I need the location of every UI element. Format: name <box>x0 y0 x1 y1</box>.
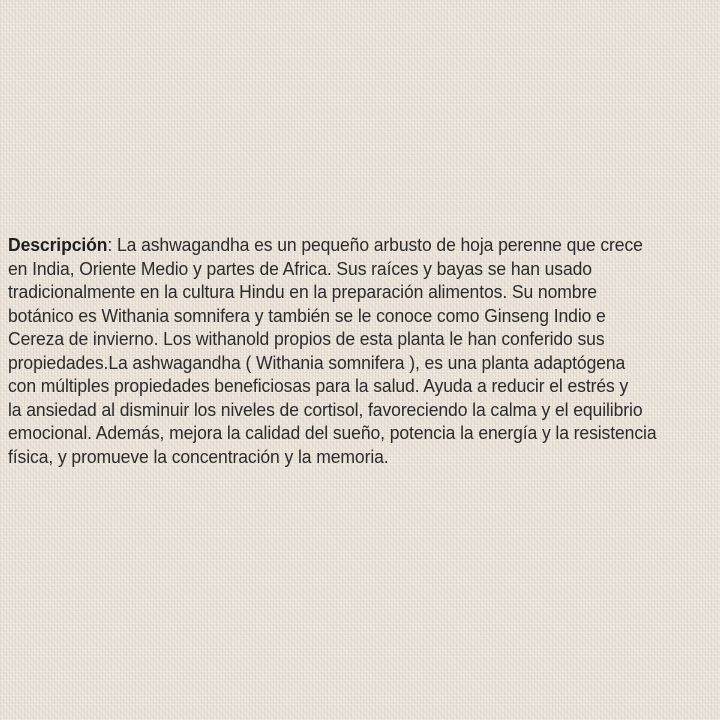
description-paragraph <box>8 234 695 469</box>
description-line-9: emocional. Además, mejora la calidad del sueño, potencia la energía y la resistencia <box>8 423 657 443</box>
description-line-5: Cereza de invierno. Los withanold propios de esta planta le han conferido sus <box>8 329 605 349</box>
description-line-4: botánico es Withania somnifera y también se le conoce como Ginseng Indio e <box>8 305 606 326</box>
description-line-1 <box>8 234 695 258</box>
description-line-2: en India, Oriente Medio y partes de Africa. Sus raíces y bayas se han usado <box>8 258 592 279</box>
description-first-line-text: La ashwagandha es un pequeño arbusto de hoja perenne que crece <box>116 235 643 255</box>
description-line-3: tradicionalmente en la cultura Hindu en la preparación alimentos. Su nombre <box>8 282 597 302</box>
description-line-6: propiedades.La ashwagandha ( Withania somnifera ), es una planta adaptógena <box>8 352 626 373</box>
description-line-7: con múltiples propiedades beneficiosas para la salud. Ayuda a reducir el estrés y <box>8 376 629 396</box>
label-separator: : <box>107 235 117 255</box>
description-label: Descripción <box>8 235 108 255</box>
description-line-10: física, y promueve la concentración y la memoria. <box>8 446 389 467</box>
description-line-8: la ansiedad al disminuir los niveles de cortisol, favoreciendo la calma y el equilibrio <box>8 399 643 420</box>
